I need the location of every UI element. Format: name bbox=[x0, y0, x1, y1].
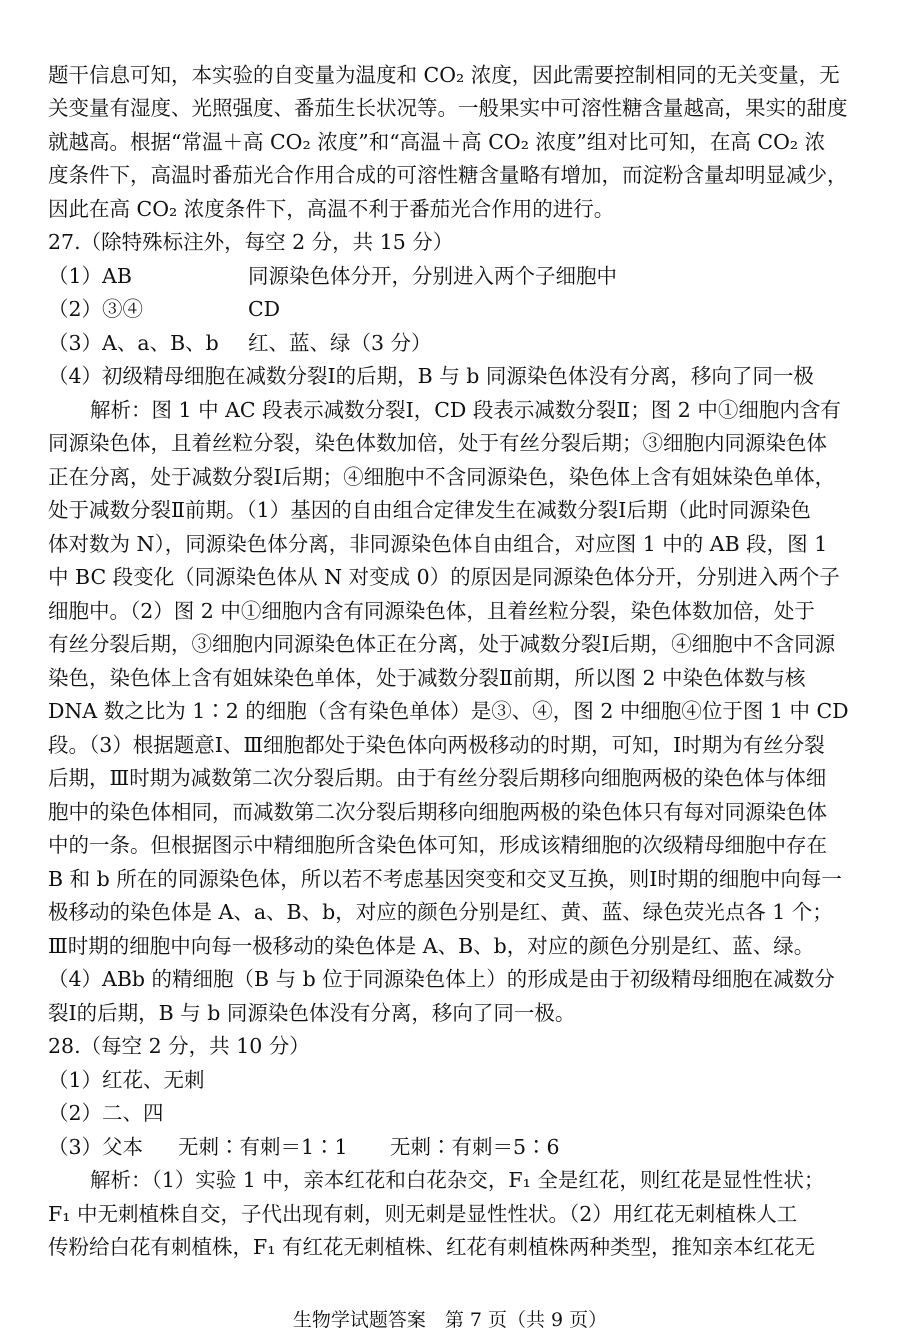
answer-28-3 bbox=[48, 1134, 858, 1160]
answer-28-3-part-a: （3）父本 bbox=[48, 1135, 144, 1159]
answer-27-1-part-a: （1）AB bbox=[48, 264, 132, 288]
text-line: 就越高。根据“常温＋高 CO₂ 浓度”和“高温＋高 CO₂ 浓度”组对比可知，在高 CO₂ 浓 bbox=[48, 130, 826, 154]
text-line: 正在分离，处于减数分裂Ⅰ后期；④细胞中不含同源染色，染色体上含有姐妹染色单体， bbox=[48, 465, 836, 489]
text-line: Ⅲ时期的细胞中向每一极移动的染色体是 A、B、b，对应的颜色分别是红、蓝、绿。 bbox=[48, 934, 815, 958]
answer-28-2: （2）二、四 bbox=[48, 1101, 164, 1125]
text-line: B 和 b 所在的同源染色体，所以若不考虑基因突变和交叉互换，则Ⅰ时期的细胞中向每一 bbox=[48, 867, 842, 891]
text-line: 中 BC 段变化（同源染色体从 N 对变成 0）的原因是同源染色体分开，分别进入两个子 bbox=[48, 565, 840, 589]
answer-28-3-part-c: 无刺∶有刺＝5∶6 bbox=[390, 1135, 560, 1159]
text-line: 体对数为 N），同源染色体分离，非同源染色体自由组合，对应图 1 中的 AB 段，图 1 bbox=[48, 532, 828, 556]
text-line: DNA 数之比为 1∶2 的细胞（含有染色单体）是③、④，图 2 中细胞④位于图 1 中 CD bbox=[48, 699, 849, 723]
text-line: 有丝分裂后期，③细胞内同源染色体正在分离，处于减数分裂Ⅰ后期，④细胞中不含同源 bbox=[48, 632, 836, 656]
answer-27-2-part-b: CD bbox=[248, 297, 281, 321]
text-line: 细胞中。（2）图 2 中①细胞内含有同源染色体，且着丝粒分裂，染色体数加倍，处于 bbox=[48, 599, 815, 623]
text-line: 同源染色体，且着丝粒分裂，染色体数加倍，处于有丝分裂后期；③细胞内同源染色体 bbox=[48, 431, 827, 455]
answer-28-1: （1）红花、无刺 bbox=[48, 1068, 205, 1092]
text-line: 题干信息可知，本实验的自变量为温度和 CO₂ 浓度，因此需要控制相同的无关变量，无 bbox=[48, 63, 840, 87]
question-28-heading: 28.（每空 2 分，共 10 分） bbox=[48, 1034, 310, 1058]
answer-27-3-part-a: （3）A、a、B、b bbox=[48, 331, 219, 355]
explanation-28-start: 解析：（1）实验 1 中，亲本红花和白花杂交，F₁ 全是红花，则红花是显性性状； bbox=[90, 1168, 825, 1192]
answer-27-3-part-b: 红、蓝、绿（3 分） bbox=[248, 331, 432, 355]
answer-27-2-part-a: （2）③④ bbox=[48, 297, 144, 321]
page-footer: 生物学试题答案 第 7 页（共 9 页） bbox=[292, 1309, 608, 1331]
text-line: 后期，Ⅲ时期为减数第二次分裂后期。由于有丝分裂后期移向细胞两极的染色体与体细 bbox=[48, 766, 827, 790]
text-line: 关变量有湿度、光照强度、番茄生长状况等。一般果实中可溶性糖含量越高，果实的甜度 bbox=[48, 96, 848, 120]
explanation-27-start: 解析：图 1 中 AC 段表示减数分裂Ⅰ，CD 段表示减数分裂Ⅱ；图 2 中①细胞内含有 bbox=[90, 398, 841, 422]
answer-28-3-part-b: 无刺∶有刺＝1∶1 bbox=[178, 1135, 348, 1159]
text-line: （4）ABb 的精细胞（B 与 b 位于同源染色体上）的形成是由于初级精母细胞在减数分 bbox=[48, 967, 835, 991]
text-line: F₁ 中无刺植株自交，子代出现有刺，则无刺是显性性状。（2）用红花无刺植株人工 bbox=[48, 1202, 798, 1226]
text-line: 裂Ⅰ的后期，B 与 b 同源染色体没有分离，移向了同一极。 bbox=[48, 1001, 576, 1025]
text-line: 段。（3）根据题意Ⅰ、Ⅲ细胞都处于染色体向两极移动的时期，可知，Ⅰ时期为有丝分裂 bbox=[48, 733, 825, 757]
answer-27-2 bbox=[48, 296, 858, 322]
text-line: 因此在高 CO₂ 浓度条件下，高温不利于番茄光合作用的进行。 bbox=[48, 197, 615, 221]
text-line: 极移动的染色体是 A、a、B、b，对应的颜色分别是红、黄、蓝、绿色荧光点各 1 个； bbox=[48, 900, 833, 924]
answer-27-4: （4）初级精母细胞在减数分裂Ⅰ的后期，B 与 b 同源染色体没有分离，移向了同一极 bbox=[48, 364, 814, 388]
answer-27-3 bbox=[48, 330, 858, 356]
text-line: 传粉给白花有刺植株，F₁ 有红花无刺植株、红花有刺植株两种类型，推知亲本红花无 bbox=[48, 1235, 815, 1259]
text-line: 处于减数分裂Ⅱ前期。（1）基因的自由组合定律发生在减数分裂Ⅰ后期（此时同源染色 bbox=[48, 498, 811, 522]
answer-27-1 bbox=[48, 263, 858, 289]
text-line: 度条件下，高温时番茄光合作用合成的可溶性糖含量略有增加，而淀粉含量却明显减少， bbox=[48, 163, 848, 187]
question-27-heading: 27.（除特殊标注外，每空 2 分，共 15 分） bbox=[48, 230, 454, 254]
answer-27-1-part-b: 同源染色体分开，分别进入两个子细胞中 bbox=[248, 264, 617, 288]
text-line: 胞中的染色体相同，而减数第二次分裂后期移向细胞两极的染色体只有每对同源染色体 bbox=[48, 800, 827, 824]
text-line: 中的一条。但根据图示中精细胞所含染色体可知，形成该精细胞的次级精母细胞中存在 bbox=[48, 833, 827, 857]
text-line: 染色，染色体上含有姐妹染色单体，处于减数分裂Ⅱ前期，所以图 2 中染色体数与核 bbox=[48, 666, 806, 690]
